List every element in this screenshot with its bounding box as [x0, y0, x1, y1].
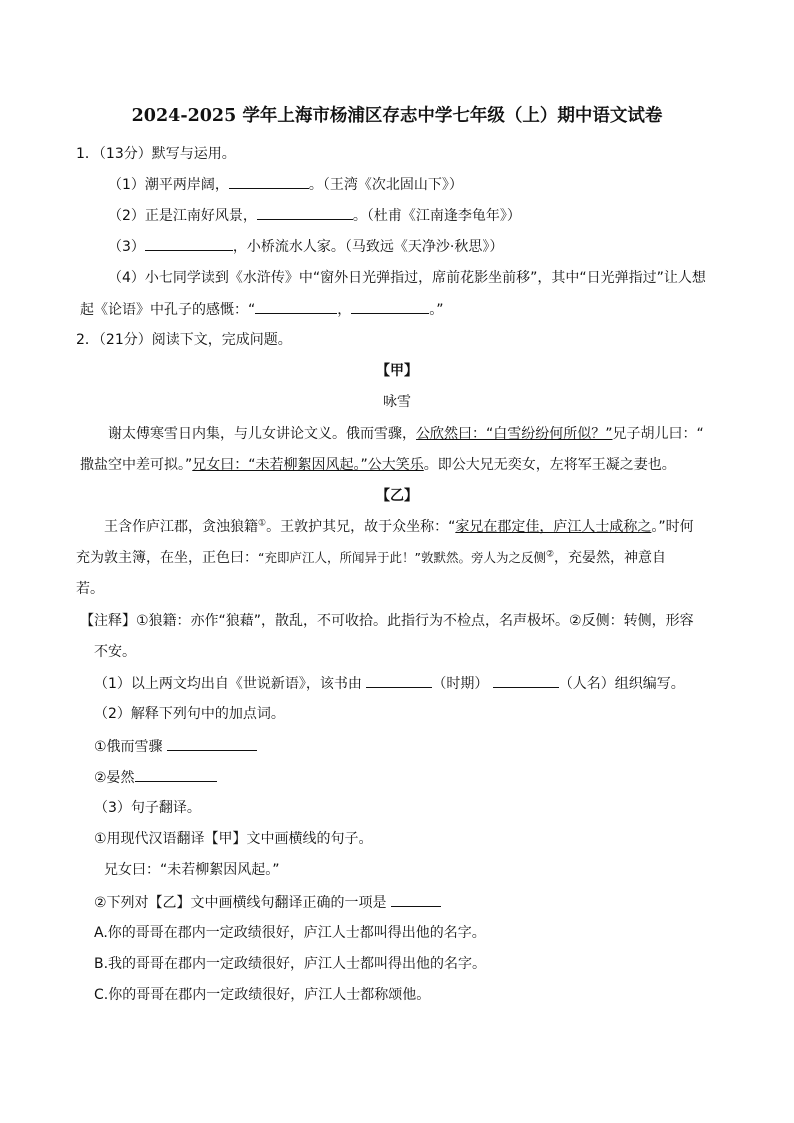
answer-blank[interactable] — [135, 767, 217, 782]
answer-blank[interactable] — [255, 299, 337, 314]
underlined-sentence: 家兄在郡定佳，庐江人士咸称之 — [455, 519, 652, 535]
q1-item-3-post: ，小桥流水人家。（马致远《天净沙·秋思》） — [232, 239, 504, 255]
question-text: （1）以上两文均出自《世说新语》，该书由 — [94, 676, 367, 692]
passage-yi-label: 【乙】 — [376, 488, 418, 504]
q1-item-2-post: 。（杜甫《江南逢李龟年》） — [352, 208, 521, 224]
question-text: （人名）组织编写。 — [558, 676, 685, 692]
answer-blank[interactable] — [167, 736, 257, 751]
passage-yi-line-1 — [104, 517, 694, 537]
q1-item-4-line-2 — [80, 299, 444, 320]
subquestion-2-a — [94, 736, 257, 757]
subquestion-2: （2）解释下列句中的加点词。 — [94, 706, 285, 722]
passage-yi-line-3: 若。 — [76, 581, 104, 597]
answer-blank[interactable] — [257, 205, 353, 220]
q1-item-4-pre: 起《论语》中孔子的感慨：“ — [80, 302, 256, 318]
subquestion-3-b — [94, 892, 441, 913]
question-text: ②晏然 — [94, 770, 135, 786]
option-c[interactable]: C.你的哥哥在郡内一定政绩很好，庐江人士都称颂他。 — [94, 987, 431, 1003]
answer-blank[interactable] — [145, 236, 233, 251]
q1-item-3 — [108, 236, 503, 257]
passage-text: 兄子胡儿曰：“ — [612, 426, 704, 442]
q1-item-1 — [108, 174, 463, 195]
passage-text: 撒盐空中差可拟。” — [80, 457, 193, 473]
note-line-2: 不安。 — [94, 644, 136, 660]
question-text: （时期） — [432, 676, 493, 692]
option-a[interactable]: A.你的哥哥在郡内一定政绩很好，庐江人士都叫得出他的名字。 — [94, 925, 486, 941]
passage-text: 。”时何 — [651, 519, 694, 535]
underlined-sentence: 兄女曰：“未若柳絮因风起。”公大笑乐 — [192, 457, 424, 473]
page-title: 2024-2025 学年上海市杨浦区存志中学七年级（上）期中语文试卷 — [131, 106, 663, 126]
answer-blank[interactable] — [351, 299, 429, 314]
answer-blank[interactable] — [366, 673, 432, 688]
passage-text: ，充晏然，神意自 — [554, 550, 667, 566]
passage-jia-label: 【甲】 — [376, 363, 418, 379]
option-b[interactable]: B.我的哥哥在郡内一定政绩很好，庐江人士都叫得出他的名字。 — [94, 956, 487, 972]
answer-blank[interactable] — [391, 892, 441, 907]
q1-item-4-post: 。” — [429, 302, 444, 318]
passage-jia-title: 咏雪 — [383, 394, 411, 410]
passage-jia-line-1 — [108, 424, 704, 444]
q2-header: 2．（21分）阅读下文，完成问题。 — [76, 332, 292, 348]
passage-jia-line-2 — [80, 455, 676, 475]
q1-header: 1．（13分）默写与运用。 — [76, 146, 236, 162]
subquestion-1 — [94, 673, 685, 694]
passage-text: 。即公大兄无奕女，左将军王凝之妻也。 — [423, 457, 676, 473]
question-text: ②下列对【乙】文中画横线句翻译正确的一项是 — [94, 895, 391, 911]
passage-text: “充即庐江人，所闻异于此！”敦默然。旁人为之反侧 — [258, 550, 546, 565]
q1-item-2-pre: （2）正是江南好风景， — [108, 208, 257, 224]
footnote-marker: ② — [545, 549, 555, 560]
passage-text: 。王敦护其兄，故于众坐称：“ — [266, 519, 456, 535]
passage-text: 充为敦主簿，在坐，正色曰： — [76, 550, 258, 566]
question-text: ①俄而雪骤 — [94, 739, 168, 755]
passage-text: 谢太傅寒雪日内集，与儿女讲论文义。俄而雪骤， — [108, 426, 416, 442]
subquestion-3-quote: 兄女曰：“未若柳絮因风起。” — [104, 862, 280, 878]
q1-item-4-mid: ， — [337, 302, 352, 318]
passage-yi-line-2 — [76, 548, 666, 568]
q1-item-3-pre: （3） — [108, 239, 145, 255]
q1-item-1-post: 。（王湾《次北固山下》） — [308, 177, 463, 193]
passage-text: 王含作庐江郡，贪浊狼籍 — [104, 519, 258, 535]
answer-blank[interactable] — [493, 673, 559, 688]
subquestion-3: （3）句子翻译。 — [94, 800, 201, 816]
note-line-1: 【注释】①狼籍：亦作“狼藉”，散乱，不可收拾。此指行为不检点，名声极坏。②反侧：转侧，形容 — [80, 613, 694, 629]
q1-item-1-pre: （1）潮平两岸阔， — [108, 177, 229, 193]
q1-item-2 — [108, 205, 521, 226]
q1-item-4-line-1: （4）小七同学读到《水浒传》中“窗外日光弹指过，席前花影坐前移”，其中“日光弹指过”让人想 — [108, 270, 706, 286]
subquestion-2-b — [94, 767, 217, 788]
underlined-sentence: 公欣然曰：“白雪纷纷何所似？” — [416, 426, 613, 442]
subquestion-3-a: ①用现代汉语翻译【甲】文中画横线的句子。 — [94, 831, 373, 847]
footnote-marker: ① — [258, 518, 267, 529]
answer-blank[interactable] — [229, 174, 309, 189]
